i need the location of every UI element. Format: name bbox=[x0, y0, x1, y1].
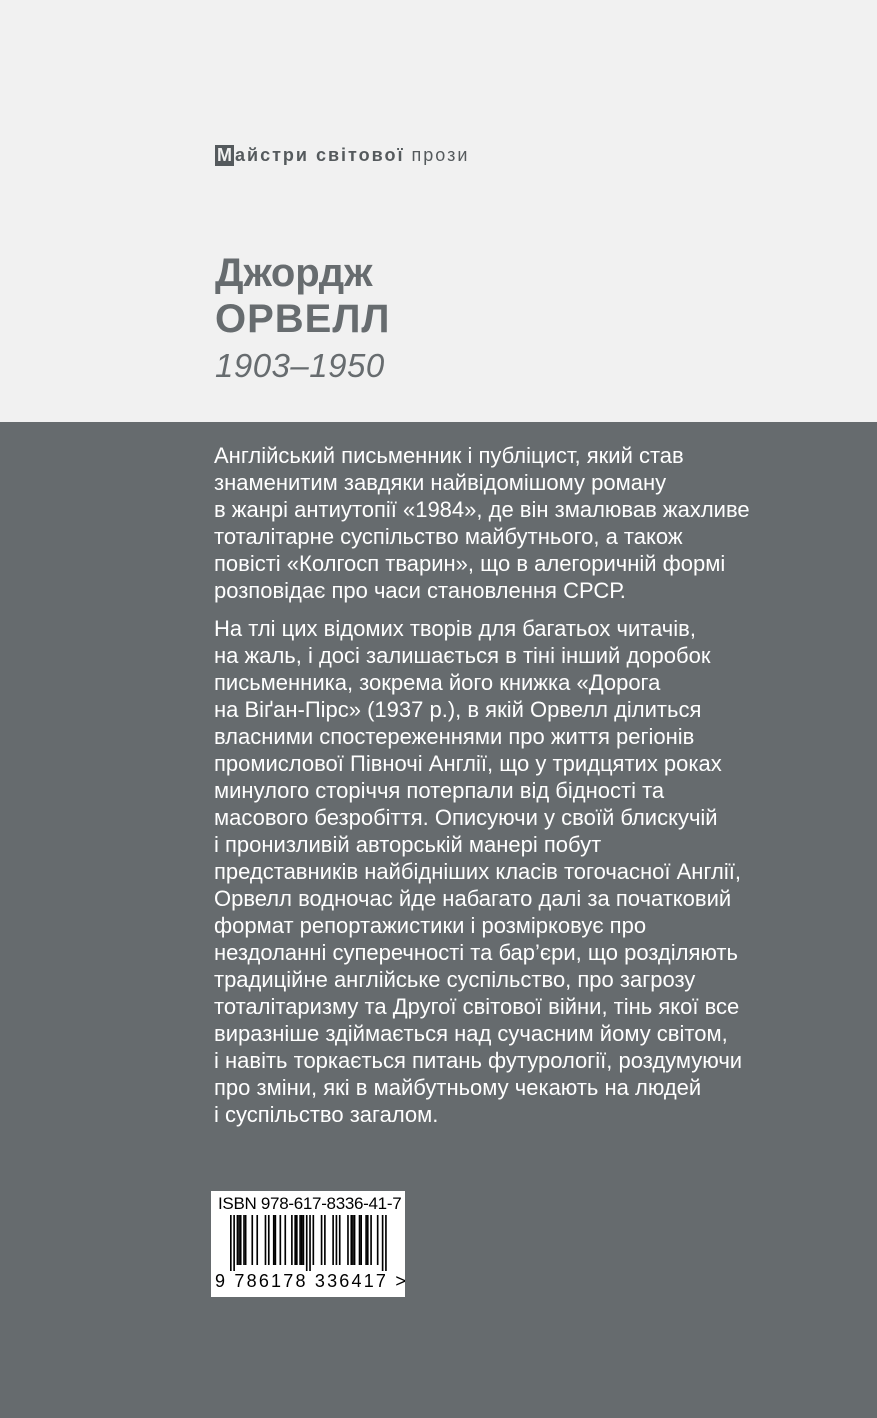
text-line: повісті «Колгосп тварин», що в алегоричній формі bbox=[214, 551, 726, 576]
barcode-bar bbox=[377, 1215, 379, 1265]
barcode-bar bbox=[354, 1215, 356, 1265]
text-line: і навіть торкається питань футурології, роздумуючи bbox=[214, 1048, 743, 1073]
text-line: тоталітаризму та Другої світової війни, тінь якої все bbox=[214, 994, 740, 1019]
barcode-bar bbox=[350, 1215, 352, 1265]
description-paragraph-1 bbox=[214, 442, 774, 604]
barcode-bar bbox=[367, 1215, 369, 1265]
barcode-bar bbox=[294, 1215, 296, 1265]
barcode-bar bbox=[321, 1215, 323, 1265]
barcode-bar bbox=[382, 1215, 384, 1271]
text-line: письменника, зокрема його книжка «Дорога bbox=[214, 670, 661, 695]
barcode-bar bbox=[370, 1215, 372, 1265]
barcode-bar bbox=[313, 1215, 315, 1265]
text-line: нездоланні суперечності та бар’єри, що розділяють bbox=[214, 940, 738, 965]
barcode-bars bbox=[216, 1215, 400, 1271]
barcode-bar bbox=[284, 1215, 286, 1265]
text-line: власними спостереженнями про життя регіонів bbox=[214, 724, 695, 749]
barcode-bar bbox=[296, 1215, 298, 1265]
text-line: масового безробіття. Описуючи у своїй блискучій bbox=[214, 805, 718, 830]
text-line: в жанрі антиутопії «1984», де він змалював жахливе bbox=[214, 497, 750, 522]
barcode-digits: 9 786178 336417 > bbox=[215, 1271, 409, 1291]
series-word-1: айстри bbox=[235, 145, 309, 165]
text-line: промислової Півночі Англії, що у тридцятих роках bbox=[214, 751, 722, 776]
isbn-label: ISBN 978-617-8336-41-7 bbox=[218, 1194, 402, 1213]
barcode-bar bbox=[238, 1215, 240, 1265]
barcode-bar bbox=[324, 1215, 326, 1265]
text-line: тоталітарне суспільство майбутнього, а також bbox=[214, 524, 683, 549]
barcode-bar bbox=[240, 1215, 242, 1265]
barcode-bar bbox=[275, 1215, 277, 1265]
barcode-bar bbox=[336, 1215, 338, 1265]
barcode-bar bbox=[273, 1215, 275, 1265]
text-line: розповідає про часи становлення СРСР. bbox=[214, 578, 626, 603]
barcode-bar bbox=[385, 1215, 387, 1271]
barcode-bar bbox=[301, 1215, 303, 1265]
barcode-bar bbox=[360, 1215, 362, 1265]
description-paragraph-2 bbox=[214, 615, 774, 1128]
barcode-bar bbox=[251, 1215, 253, 1265]
barcode-bar bbox=[265, 1215, 267, 1265]
series-word-2: світової bbox=[315, 145, 405, 165]
barcode-bar bbox=[245, 1215, 247, 1265]
text-line: і пронизливій авторській манері побут bbox=[214, 832, 602, 857]
text-line: про зміни, які в майбутньому чекають на людей bbox=[214, 1075, 702, 1100]
series-word-3: прози bbox=[411, 145, 470, 165]
series-title bbox=[215, 145, 469, 166]
barcode-bar bbox=[237, 1215, 239, 1265]
text-line: і суспільство загалом. bbox=[214, 1102, 439, 1127]
text-line: на Віґан-Пірс» (1937 р.), в якій Орвелл ділиться bbox=[214, 697, 702, 722]
barcode-bar bbox=[309, 1215, 311, 1271]
author-last-name: ОРВЕЛЛ bbox=[215, 297, 391, 341]
description bbox=[214, 442, 774, 1139]
text-line: Орвелл водночас йде набагато далі за початковий bbox=[214, 886, 732, 911]
barcode-bar bbox=[339, 1215, 341, 1265]
author-first-name: Джордж bbox=[215, 251, 373, 295]
text-line: на жаль, і досі залишається в тіні інший доробок bbox=[214, 643, 711, 668]
barcode-bar bbox=[365, 1215, 367, 1265]
barcode-bar bbox=[291, 1215, 293, 1265]
text-line: Англійський письменник і публіцист, який став bbox=[214, 443, 684, 468]
cover-top-panel bbox=[0, 0, 877, 422]
barcode-bar bbox=[359, 1215, 361, 1265]
barcode-bar bbox=[256, 1215, 258, 1265]
text-line: минулого сторіччя потерпали від бідності та bbox=[214, 778, 665, 803]
isbn-barcode bbox=[211, 1191, 409, 1297]
text-line: представників найбідніших класів тогочасної Англії, bbox=[214, 859, 741, 884]
series-initial-letter: М bbox=[217, 145, 232, 165]
barcode-bar bbox=[352, 1215, 354, 1265]
text-line: На тлі цих відомих творів для багатьох читачів, bbox=[214, 616, 696, 641]
barcode-bar bbox=[243, 1215, 245, 1265]
barcode-bar bbox=[230, 1215, 232, 1271]
barcode-bar bbox=[347, 1215, 349, 1265]
barcode-bar bbox=[268, 1215, 270, 1265]
text-line: знаменитим завдяки найвідомішому роману bbox=[214, 470, 667, 495]
text-line: традиційне англійське суспільство, про загрозу bbox=[214, 967, 696, 992]
barcode-bar bbox=[306, 1215, 308, 1271]
text-line: виразніше здіймається над сучасним йому світом, bbox=[214, 1021, 728, 1046]
barcode-bar bbox=[332, 1215, 334, 1265]
barcode-bar bbox=[299, 1215, 301, 1265]
author-years: 1903–1950 bbox=[215, 347, 385, 384]
text-line: формат репортажистики і розмірковує про bbox=[214, 913, 647, 938]
barcode-bar bbox=[280, 1215, 282, 1265]
barcode-bar bbox=[303, 1215, 305, 1265]
barcode-bar bbox=[233, 1215, 235, 1271]
